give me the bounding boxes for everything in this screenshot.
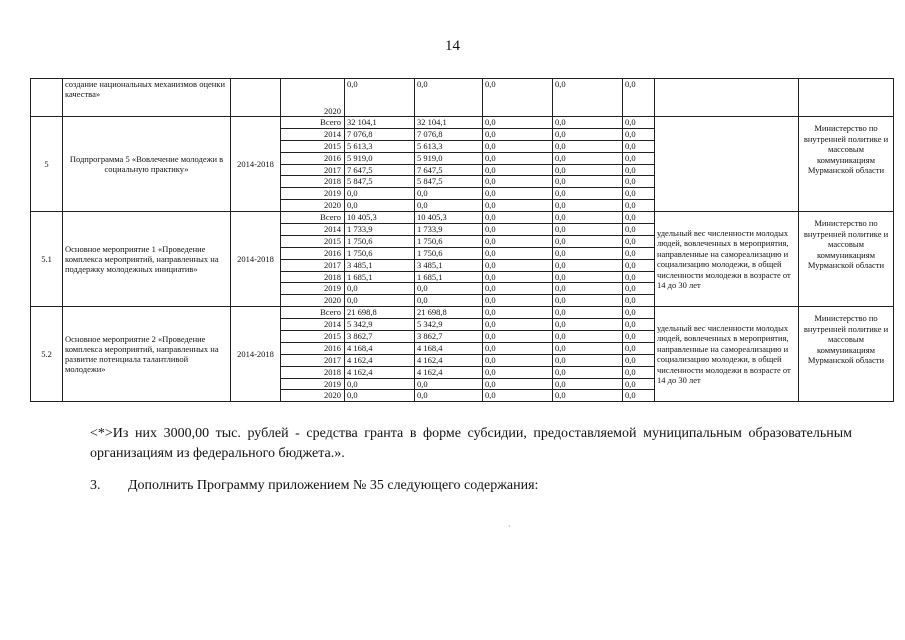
value-cell: 0,0 xyxy=(623,378,655,390)
value-cell: 0,0 xyxy=(483,128,553,140)
value-cell: 0,0 xyxy=(623,128,655,140)
value-cell: 0,0 xyxy=(483,188,553,200)
value-cell: 1 733,9 xyxy=(345,224,415,236)
value-cell: 0,0 xyxy=(483,176,553,188)
value-cell: 7 647,5 xyxy=(345,164,415,176)
value-cell: 1 750,6 xyxy=(415,247,483,259)
value-cell: 0,0 xyxy=(553,247,623,259)
value-cell: 0,0 xyxy=(553,331,623,343)
period-cell: 2014-2018 xyxy=(231,212,281,307)
value-cell: 0,0 xyxy=(623,152,655,164)
point-text: Дополнить Программу приложением № 35 следующего содержания: xyxy=(128,478,539,493)
year-cell: 2018 xyxy=(281,176,345,188)
value-cell: 5 919,0 xyxy=(415,152,483,164)
value-cell: 5 613,3 xyxy=(415,140,483,152)
value-cell: 0,0 xyxy=(483,117,553,129)
executor-cell xyxy=(799,79,894,117)
value-cell: 0,0 xyxy=(553,366,623,378)
value-cell: 0,0 xyxy=(483,295,553,307)
value-cell: 0,0 xyxy=(553,390,623,402)
value-cell: 21 698,8 xyxy=(415,307,483,319)
value-cell: 0,0 xyxy=(415,390,483,402)
value-cell: 0,0 xyxy=(553,342,623,354)
year-cell: 2018 xyxy=(281,271,345,283)
value-cell: 0,0 xyxy=(415,79,483,117)
value-cell: 0,0 xyxy=(483,212,553,224)
value-cell: 0,0 xyxy=(553,271,623,283)
value-cell: 0,0 xyxy=(483,342,553,354)
value-cell: 0,0 xyxy=(553,307,623,319)
year-cell: 2017 xyxy=(281,164,345,176)
value-cell: 0,0 xyxy=(623,319,655,331)
value-cell: 7 647,5 xyxy=(415,164,483,176)
value-cell: 0,0 xyxy=(483,235,553,247)
value-cell: 0,0 xyxy=(623,247,655,259)
value-cell: 0,0 xyxy=(623,164,655,176)
value-cell: 0,0 xyxy=(553,176,623,188)
indicator-cell: удельный вес численности молодых людей, вовлеченных в мероприятия, направленные на самореализацию и социализацию молодежи, в общей численности молодежи в возрасте от 14 до 30 лет xyxy=(655,212,799,307)
value-cell: 0,0 xyxy=(483,354,553,366)
value-cell: 4 162,4 xyxy=(345,366,415,378)
value-cell: 0,0 xyxy=(623,176,655,188)
value-cell: 0,0 xyxy=(623,140,655,152)
value-cell: 5 613,3 xyxy=(345,140,415,152)
value-cell: 0,0 xyxy=(483,79,553,117)
value-cell: 5 919,0 xyxy=(345,152,415,164)
value-cell: 0,0 xyxy=(553,200,623,212)
value-cell: 7 076,8 xyxy=(415,128,483,140)
value-cell: 10 405,3 xyxy=(345,212,415,224)
year-cell: 2017 xyxy=(281,354,345,366)
year-cell: 2019 xyxy=(281,378,345,390)
value-cell: 0,0 xyxy=(483,247,553,259)
value-cell: 0,0 xyxy=(553,319,623,331)
year-cell: 2019 xyxy=(281,283,345,295)
value-cell: 0,0 xyxy=(415,283,483,295)
value-cell: 0,0 xyxy=(623,307,655,319)
value-cell: 4 162,4 xyxy=(415,354,483,366)
value-cell: 0,0 xyxy=(483,200,553,212)
value-cell: 4 162,4 xyxy=(345,354,415,366)
indicator-cell xyxy=(655,117,799,212)
year-cell: 2014 xyxy=(281,224,345,236)
row-number-cell xyxy=(31,79,63,117)
value-cell: 0,0 xyxy=(553,164,623,176)
value-cell: 0,0 xyxy=(553,128,623,140)
value-cell: 0,0 xyxy=(623,224,655,236)
value-cell: 0,0 xyxy=(553,295,623,307)
value-cell: 1 685,1 xyxy=(345,271,415,283)
value-cell: 1 685,1 xyxy=(415,271,483,283)
value-cell: 0,0 xyxy=(623,366,655,378)
page-number: 14 xyxy=(445,38,460,54)
value-cell: 0,0 xyxy=(415,188,483,200)
value-cell: 0,0 xyxy=(345,79,415,117)
value-cell: 21 698,8 xyxy=(345,307,415,319)
value-cell: 0,0 xyxy=(623,117,655,129)
value-cell: 4 168,4 xyxy=(415,342,483,354)
amendment-point xyxy=(90,476,852,496)
value-cell: 3 485,1 xyxy=(415,259,483,271)
period-cell: 2014-2018 xyxy=(231,117,281,212)
value-cell: 0,0 xyxy=(345,188,415,200)
year-cell: Всего xyxy=(281,307,345,319)
year-cell: 2017 xyxy=(281,259,345,271)
value-cell: 0,0 xyxy=(623,295,655,307)
year-cell: 2016 xyxy=(281,247,345,259)
year-cell: 2016 xyxy=(281,152,345,164)
year-cell: 2020 xyxy=(281,79,345,117)
value-cell: 0,0 xyxy=(623,259,655,271)
year-cell: 2018 xyxy=(281,366,345,378)
value-cell: 0,0 xyxy=(623,79,655,117)
period-cell xyxy=(231,79,281,117)
indicator-cell xyxy=(655,79,799,117)
measure-name-cell: Основное мероприятие 1 «Проведение комплекса мероприятий, направленных на поддержку молодежных инициатив» xyxy=(63,212,231,307)
value-cell: 4 168,4 xyxy=(345,342,415,354)
value-cell: 0,0 xyxy=(553,283,623,295)
value-cell: 0,0 xyxy=(345,200,415,212)
value-cell: 0,0 xyxy=(483,283,553,295)
value-cell: 0,0 xyxy=(345,283,415,295)
value-cell: 3 862,7 xyxy=(415,331,483,343)
footnote: <*>Из них 3000,00 тыс. рублей - средства гранта в форме субсидии, предоставляемой муниципальным образовательным организациям из федерального бюджета.». xyxy=(90,426,852,461)
value-cell: 0,0 xyxy=(553,259,623,271)
row-number-cell: 5 xyxy=(31,117,63,212)
value-cell: 0,0 xyxy=(623,342,655,354)
value-cell: 0,0 xyxy=(415,200,483,212)
value-cell: 0,0 xyxy=(483,271,553,283)
value-cell: 1 733,9 xyxy=(415,224,483,236)
value-cell: 0,0 xyxy=(483,152,553,164)
value-cell: 0,0 xyxy=(483,140,553,152)
value-cell: 0,0 xyxy=(623,283,655,295)
row-number-cell: 5.1 xyxy=(31,212,63,307)
value-cell: 0,0 xyxy=(623,200,655,212)
value-cell: 0,0 xyxy=(623,271,655,283)
continuation-row xyxy=(31,79,894,117)
value-cell: 0,0 xyxy=(483,390,553,402)
executor-cell: Министерство по внутренней политике и массовым коммуникациям Мурманской области xyxy=(799,117,894,212)
value-cell: 4 162,4 xyxy=(415,366,483,378)
value-cell: 0,0 xyxy=(553,188,623,200)
year-cell: Всего xyxy=(281,117,345,129)
value-cell: 0,0 xyxy=(553,152,623,164)
table-row xyxy=(31,212,894,224)
measure-name-cell: создание национальных механизмов оценки качества» xyxy=(63,79,231,117)
executor-cell: Министерство по внутренней политике и массовым коммуникациям Мурманской области xyxy=(799,307,894,402)
value-cell: 0,0 xyxy=(345,295,415,307)
value-cell: 1 750,6 xyxy=(345,247,415,259)
value-cell: 5 847,5 xyxy=(415,176,483,188)
value-cell: 0,0 xyxy=(553,224,623,236)
point-number: 3. xyxy=(90,478,101,493)
value-cell: 7 076,8 xyxy=(345,128,415,140)
year-cell: 2015 xyxy=(281,140,345,152)
value-cell: 0,0 xyxy=(553,354,623,366)
value-cell: 3 862,7 xyxy=(345,331,415,343)
value-cell: 0,0 xyxy=(623,331,655,343)
year-cell: 2015 xyxy=(281,235,345,247)
value-cell: 5 342,9 xyxy=(345,319,415,331)
table-row xyxy=(31,117,894,129)
period-cell: 2014-2018 xyxy=(231,307,281,402)
executor-cell: Министерство по внутренней политике и массовым коммуникациям Мурманской области xyxy=(799,212,894,307)
value-cell: 10 405,3 xyxy=(415,212,483,224)
value-cell: 0,0 xyxy=(483,307,553,319)
value-cell: 32 104,1 xyxy=(415,117,483,129)
value-cell: 0,0 xyxy=(483,331,553,343)
value-cell: 0,0 xyxy=(623,188,655,200)
value-cell: 0,0 xyxy=(623,354,655,366)
program-table xyxy=(30,78,894,402)
value-cell: 0,0 xyxy=(415,378,483,390)
value-cell: 0,0 xyxy=(553,140,623,152)
value-cell: 0,0 xyxy=(553,212,623,224)
year-cell: 2019 xyxy=(281,188,345,200)
value-cell: 0,0 xyxy=(345,378,415,390)
year-cell: 2014 xyxy=(281,319,345,331)
year-cell: 2014 xyxy=(281,128,345,140)
value-cell: 0,0 xyxy=(553,79,623,117)
value-cell: 0,0 xyxy=(623,390,655,402)
row-number-cell: 5.2 xyxy=(31,307,63,402)
value-cell: 0,0 xyxy=(623,235,655,247)
value-cell: 0,0 xyxy=(483,319,553,331)
value-cell: 0,0 xyxy=(553,235,623,247)
year-cell: 2020 xyxy=(281,200,345,212)
value-cell: 1 750,6 xyxy=(345,235,415,247)
value-cell: 5 342,9 xyxy=(415,319,483,331)
value-cell: 0,0 xyxy=(415,295,483,307)
value-cell: 0,0 xyxy=(483,378,553,390)
value-cell: 0,0 xyxy=(483,259,553,271)
value-cell: 0,0 xyxy=(483,224,553,236)
value-cell: 0,0 xyxy=(483,164,553,176)
year-cell: Всего xyxy=(281,212,345,224)
value-cell: 0,0 xyxy=(553,117,623,129)
measure-name-cell: Подпрограмма 5 «Вовлечение молодежи в социальную практику» xyxy=(63,117,231,212)
measure-name-cell: Основное мероприятие 2 «Проведение комплекса мероприятий, направленных на развитие потенциала талантливой молодежи» xyxy=(63,307,231,402)
year-cell: 2020 xyxy=(281,390,345,402)
value-cell: 5 847,5 xyxy=(345,176,415,188)
value-cell: 1 750,6 xyxy=(415,235,483,247)
value-cell: 3 485,1 xyxy=(345,259,415,271)
value-cell: 0,0 xyxy=(345,390,415,402)
year-cell: 2016 xyxy=(281,342,345,354)
value-cell: 0,0 xyxy=(553,378,623,390)
indicator-cell: удельный вес численности молодых людей, вовлеченных в мероприятия, направленные на самореализацию и социализацию молодежи, в общей численности молодежи в возрасте от 14 до 30 лет xyxy=(655,307,799,402)
value-cell: 0,0 xyxy=(483,366,553,378)
year-cell: 2020 xyxy=(281,295,345,307)
scan-speck: · xyxy=(508,522,511,531)
year-cell: 2015 xyxy=(281,331,345,343)
table-row xyxy=(31,307,894,319)
value-cell: 0,0 xyxy=(623,212,655,224)
value-cell: 32 104,1 xyxy=(345,117,415,129)
